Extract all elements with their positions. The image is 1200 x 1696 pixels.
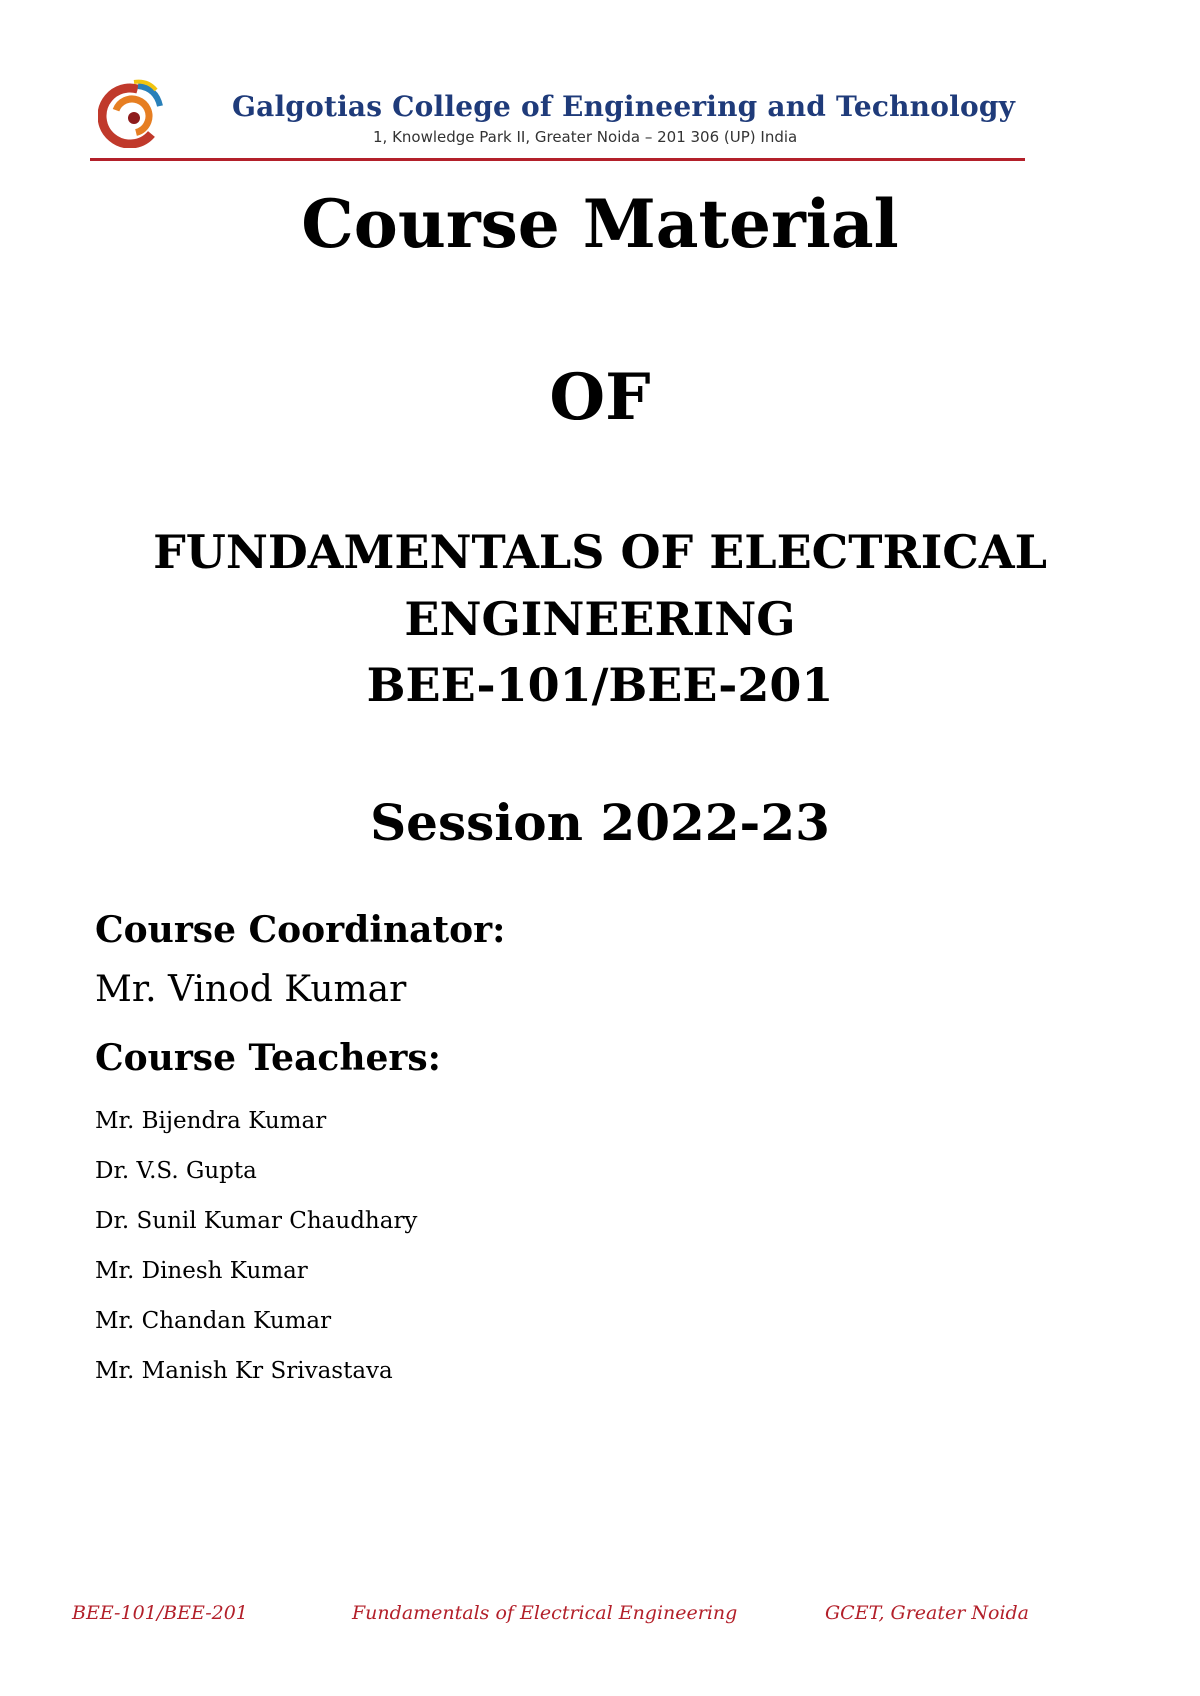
teacher-name: Mr. Bijendra Kumar (95, 1108, 327, 1134)
footer-institution: GCET, Greater Noida (825, 1602, 1030, 1624)
teacher-name: Dr. Sunil Kumar Chaudhary (95, 1208, 418, 1234)
teacher-name: Mr. Dinesh Kumar (95, 1258, 308, 1284)
teacher-name: Mr. Manish Kr Srivastava (95, 1358, 393, 1384)
header-divider (90, 158, 1025, 161)
teacher-name: Mr. Chandan Kumar (95, 1308, 332, 1334)
subject-title-line1: FUNDAMENTALS OF ELECTRICAL (153, 525, 1047, 579)
college-logo (98, 78, 164, 148)
page-footer (0, 1602, 1200, 1632)
teachers-label: Course Teachers: (95, 1037, 441, 1079)
subject-code: BEE-101/BEE-201 (366, 658, 834, 712)
teachers-list (95, 1103, 505, 1403)
coordinator-label: Course Coordinator: (95, 909, 506, 951)
footer-subject: Fundamentals of Electrical Engineering (352, 1602, 738, 1624)
footer-course-code: BEE-101/BEE-201 (72, 1602, 248, 1624)
document-title: Course Material (301, 185, 899, 263)
page-header (90, 72, 1025, 164)
subject-title-line2: ENGINEERING (404, 592, 796, 646)
teacher-name: Dr. V.S. Gupta (95, 1158, 257, 1184)
college-name: Galgotias College of Engineering and Technology (232, 90, 1016, 123)
coordinator-name: Mr. Vinod Kumar (95, 969, 407, 1010)
staff-section (95, 905, 505, 1403)
title-of: OF (549, 360, 651, 435)
session-label: Session 2022-23 (370, 793, 830, 852)
college-address: 1, Knowledge Park II, Greater Noida – 201 306 (UP) India (373, 128, 798, 146)
